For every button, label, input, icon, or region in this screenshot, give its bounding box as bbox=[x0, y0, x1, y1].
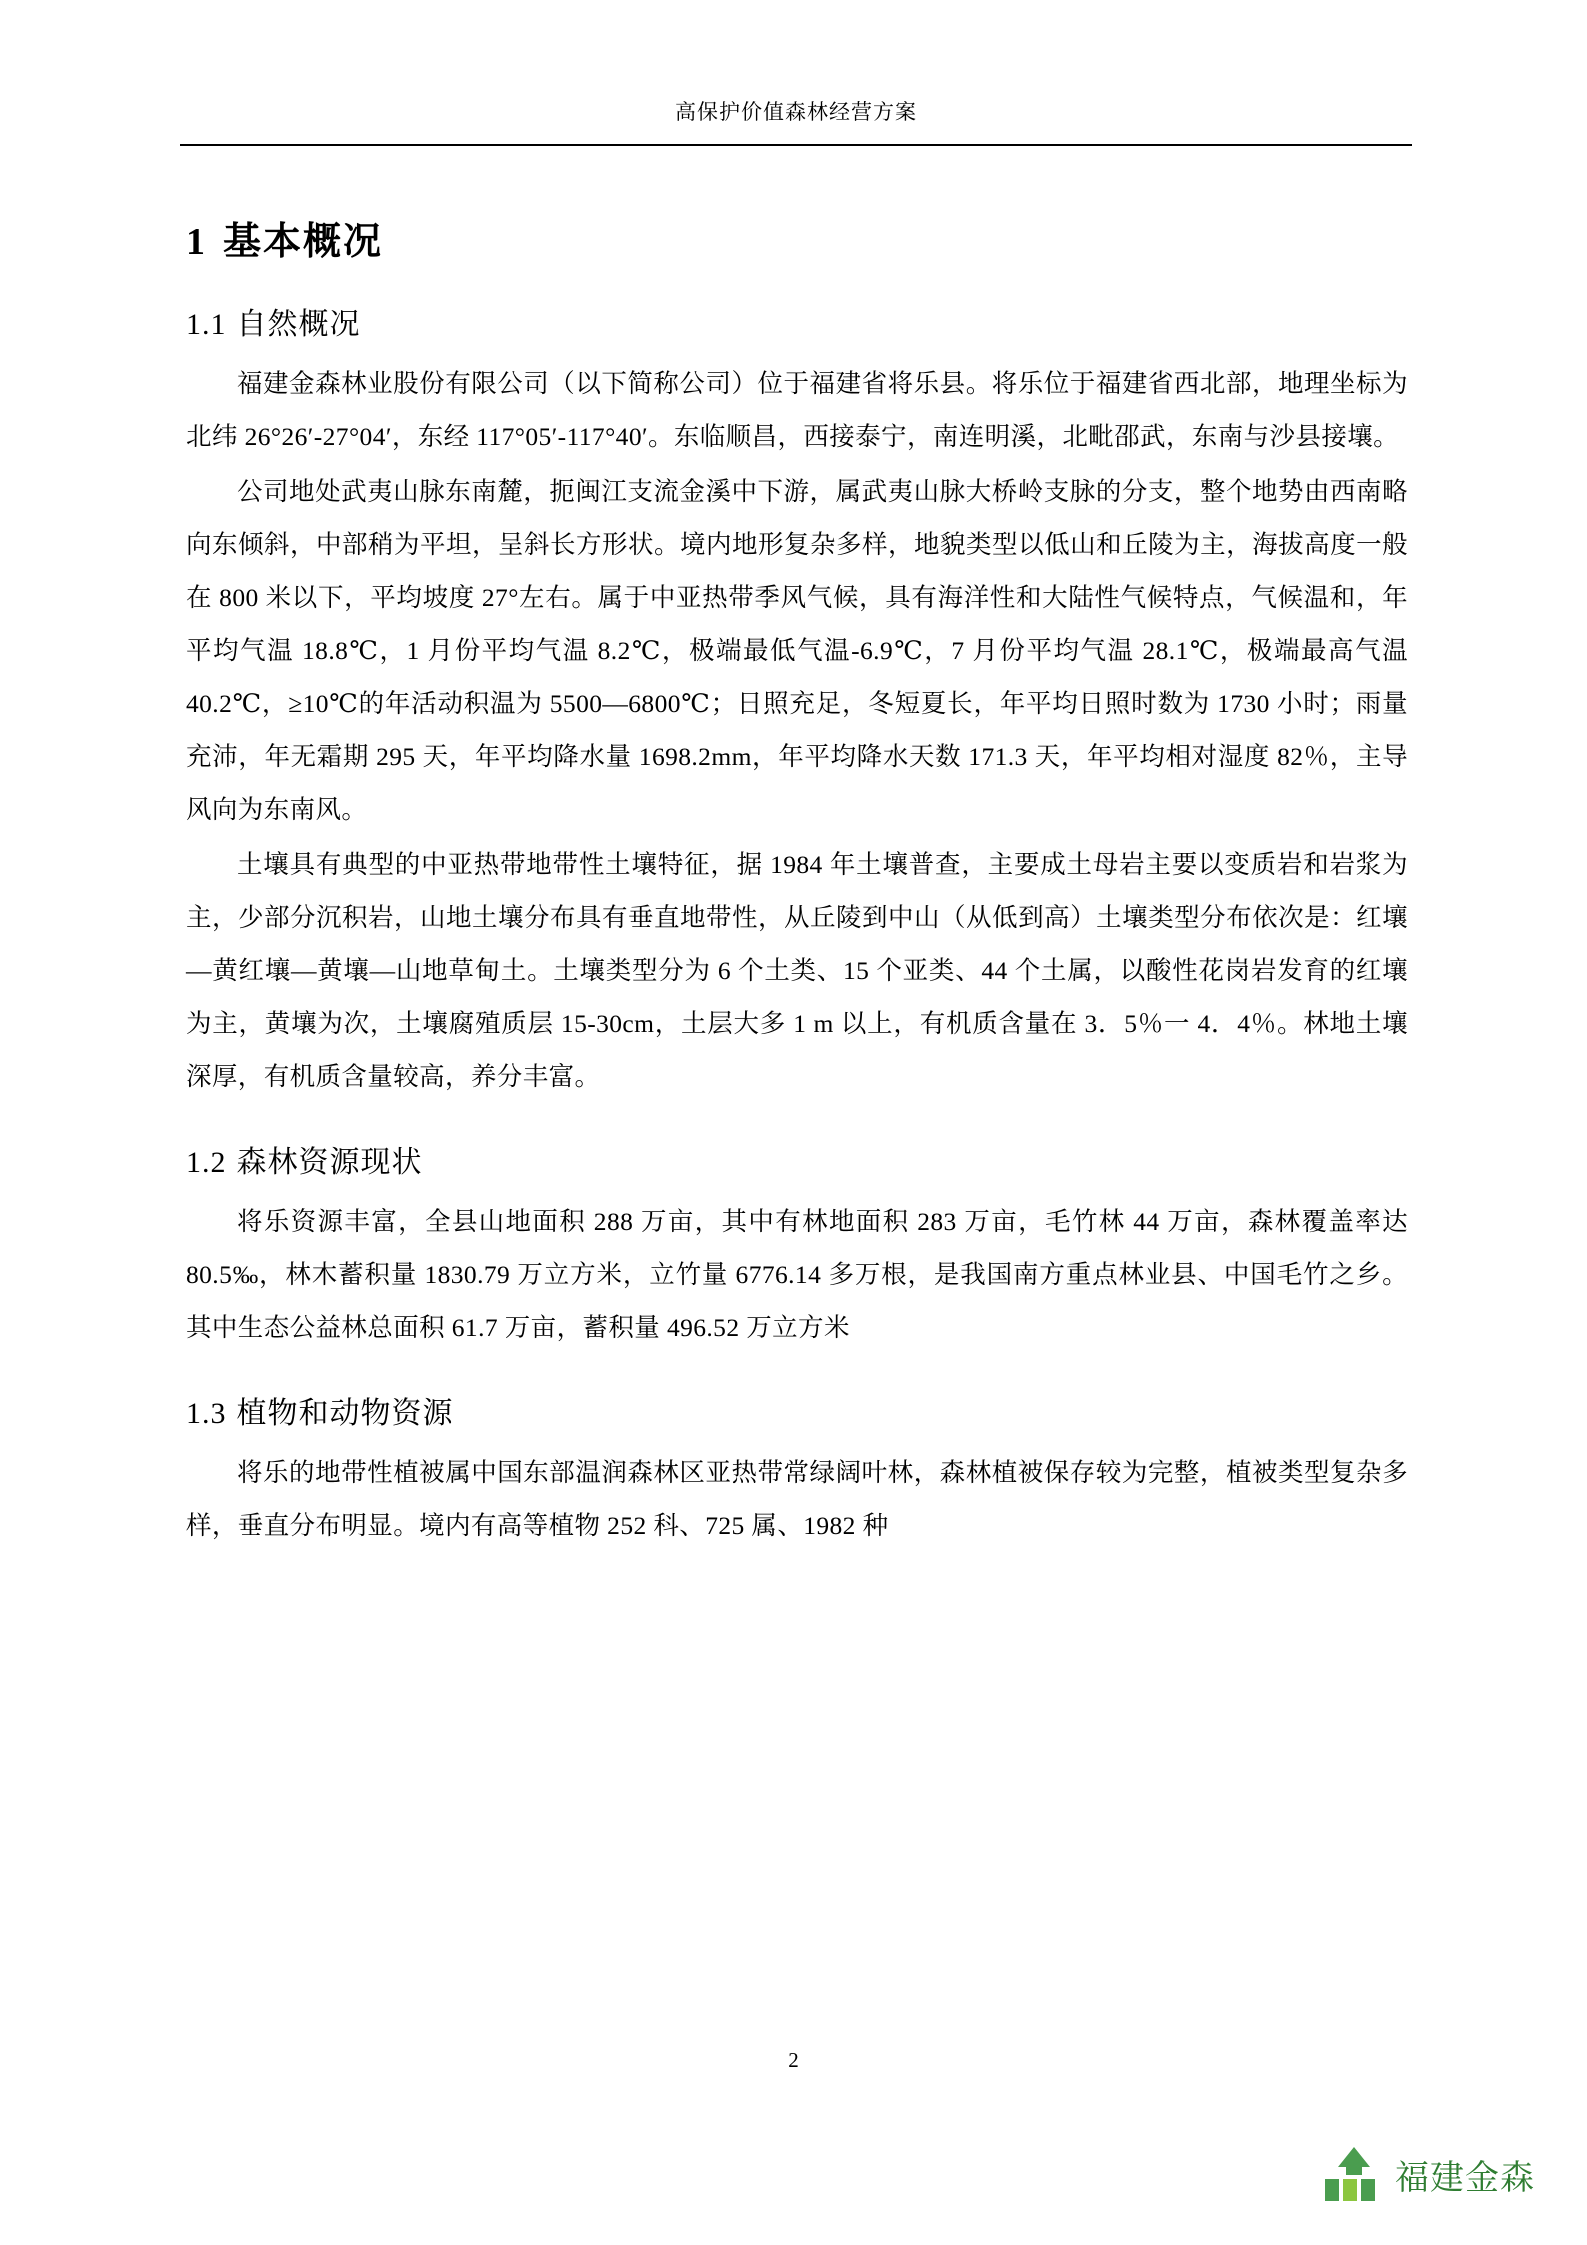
forest-mark-icon bbox=[1323, 2145, 1385, 2203]
company-logo bbox=[1323, 2145, 1535, 2203]
subsection-title: 自然概况 bbox=[236, 307, 361, 342]
paragraph: 将乐资源丰富，全县山地面积 288 万亩，其中有林地面积 283 万亩，毛竹林 44 万亩，森林覆盖率达 80.5‰，林木蓄积量 1830.79 万立方米，立竹量 6776.14 多万根，是我国南方重点林业县、中国毛竹之乡。其中生态公益林总面积 61.7 万亩，蓄积量 496.52 万立方米 bbox=[186, 1207, 1408, 1342]
subsection-title: 森林资源现状 bbox=[236, 1145, 423, 1180]
section-number: 1 bbox=[186, 221, 207, 263]
subsection-number: 1.2 bbox=[186, 1146, 227, 1179]
subsection-title: 植物和动物资源 bbox=[236, 1396, 454, 1431]
running-header: 高保护价值森林经营方案 bbox=[675, 100, 917, 124]
subsection-number: 1.1 bbox=[186, 308, 227, 341]
paragraph: 将乐的地带性植被属中国东部温润森林区亚热带常绿阔叶林，森林植被保存较为完整，植被类型复杂多样，垂直分布明显。境内有高等植物 252 科、725 属、1982 种 bbox=[186, 1458, 1408, 1540]
subsection-number: 1.3 bbox=[186, 1397, 227, 1430]
subsection-heading-1-1 bbox=[186, 299, 1408, 343]
header-divider bbox=[180, 144, 1412, 146]
page-content bbox=[186, 180, 1408, 1554]
logo-text: 福建金森 bbox=[1395, 2157, 1535, 2198]
paragraph: 公司地处武夷山脉东南麓，扼闽江支流金溪中下游，属武夷山脉大桥岭支脉的分支，整个地势由西南略向东倾斜，中部稍为平坦，呈斜长方形状。境内地形复杂多样，地貌类型以低山和丘陵为主，海拔高度一般在 800 米以下，平均坡度 27°左右。属于中亚热带季风气候，具有海洋性和大陆性气候特点，气候温和，年平均气温 18.8℃，1 月份平均气温 8.2℃，极端最低气温-6.9℃，7 月份平均气温 28.1℃，极端最高气温 40.2℃，≥10℃的年活动积温为 5500—6800℃；日照充足，冬短夏长，年平均日照时数为 1730 小时；雨量充沛，年无霜期 295 天，年平均降水量 1698.2mm，年平均降水天数 171.3 天，年平均相对湿度 82％，主导风向为东南风。 bbox=[186, 477, 1408, 824]
subsection-heading-1-2 bbox=[186, 1137, 1408, 1181]
section-title: 基本概况 bbox=[223, 219, 384, 263]
section-heading-1 bbox=[186, 210, 1408, 265]
page-number: 2 bbox=[788, 2048, 799, 2072]
paragraph: 土壤具有典型的中亚热带地带性土壤特征，据 1984 年土壤普查，主要成土母岩主要以变质岩和岩浆为主，少部分沉积岩，山地土壤分布具有垂直地带性，从丘陵到中山（从低到高）土壤类型分布依次是：红壤—黄红壤—黄壤—山地草甸土。土壤类型分为 6 个土类、15 个亚类、44 个土属，以酸性花岗岩发育的红壤为主，黄壤为次，土壤腐殖质层 15-30cm，土层大多 1 m 以上，有机质含量在 3．5％一 4．4％。林地土壤深厚，有机质含量较高，养分丰富。 bbox=[186, 850, 1408, 1091]
subsection-heading-1-3 bbox=[186, 1388, 1408, 1432]
paragraph: 福建金森林业股份有限公司（以下简称公司）位于福建省将乐县。将乐位于福建省西北部，地理坐标为北纬 26°26′-27°04′，东经 117°05′-117°40′。东临顺昌，西接泰宁，南连明溪，北毗邵武，东南与沙县接壤。 bbox=[186, 369, 1408, 451]
